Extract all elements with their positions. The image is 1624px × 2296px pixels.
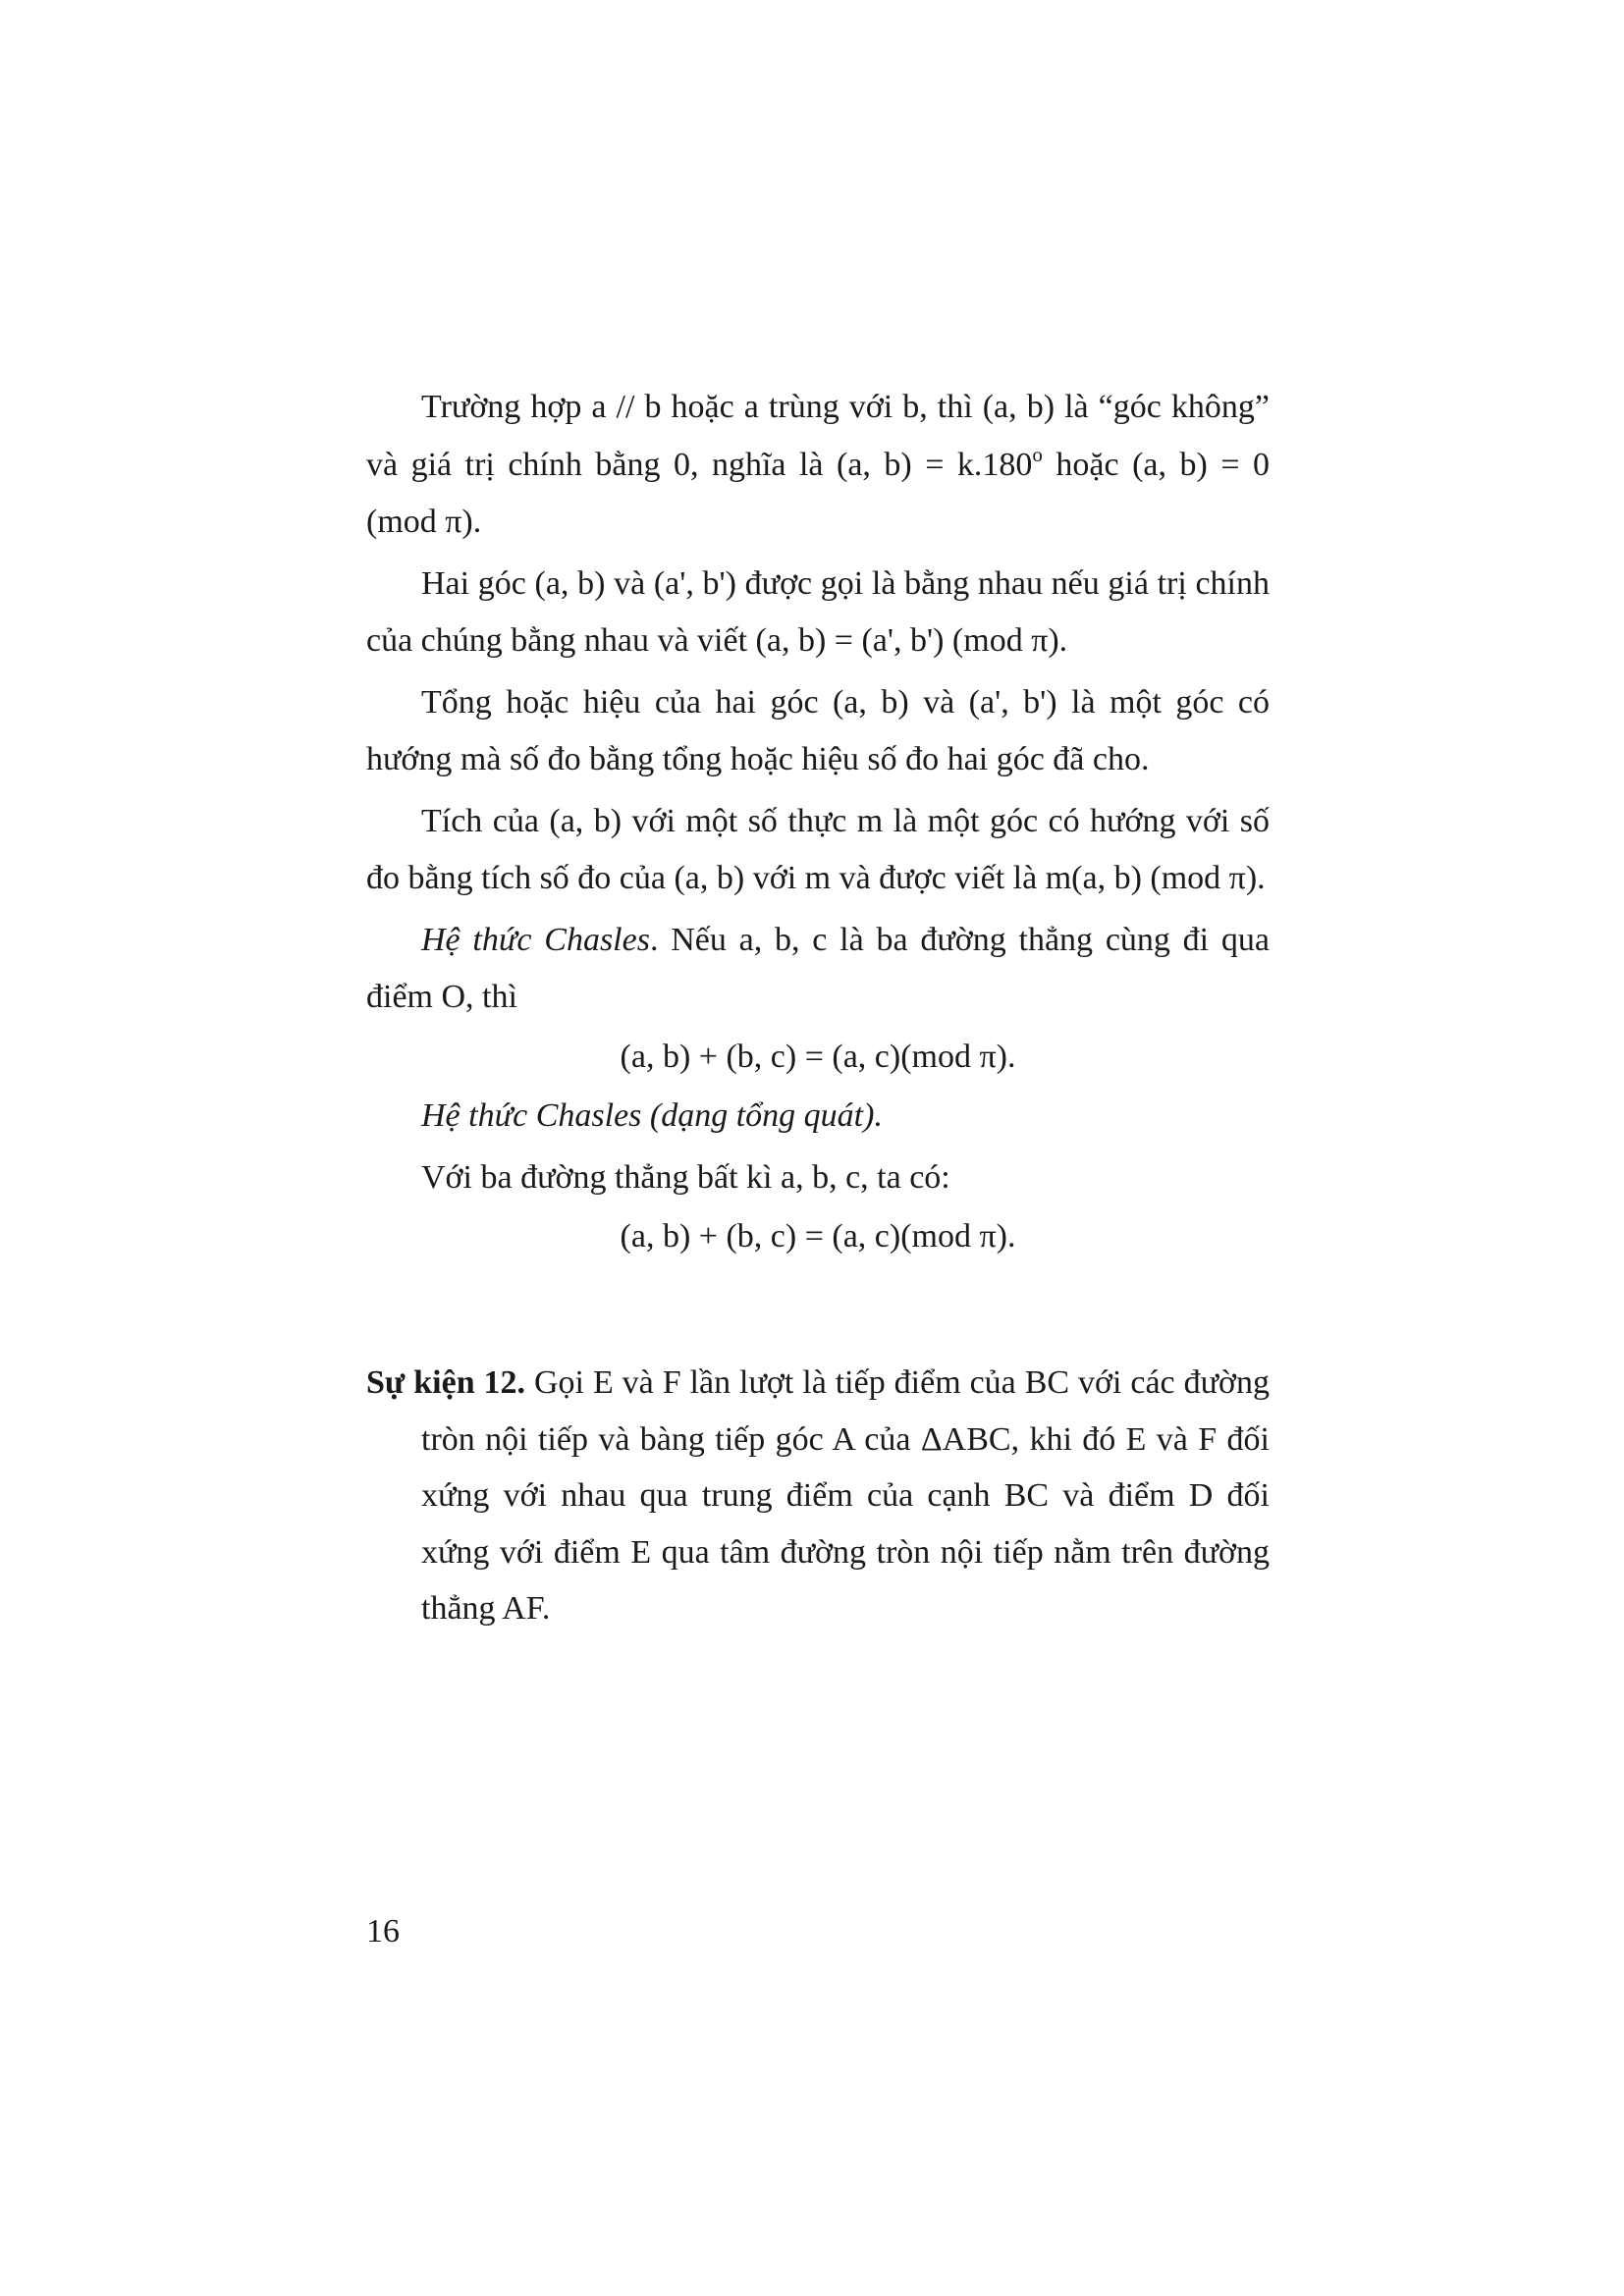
fact-label: Sự kiện 12. [366,1364,526,1401]
paragraph-three-lines: Với ba đường thẳng bất kì a, b, c, ta có: [421,1158,950,1196]
page-body [366,379,1270,1268]
formula-chasles: (a, b) + (b, c) = (a, c)(mod π). [620,1038,1016,1075]
fact-12 [366,1355,1270,1637]
formula-chasles-general: (a, b) + (b, c) = (a, c)(mod π). [620,1218,1016,1255]
page-number: 16 [366,1913,400,1949]
chasles-general-title: Hệ thức Chasles (dạng tổng quát). [421,1097,883,1134]
paragraph-sum-difference: Tổng hoặc hiệu của hai góc (a, b) và (a', b') là một góc có hướng mà số đo bằng tổng hoặc hiệu số đo hai góc đã cho. [366,683,1270,777]
degree-superscript: o [1032,442,1043,466]
paragraph-chasles: Hệ thức Chasles. Nếu a, b, c là ba đường thẳng cùng đi qua điểm O, thì [366,921,1270,1015]
paragraph-zero-angle: Trường hợp a // b hoặc a trùng với b, thì (a, b) là “góc không” và giá trị chính bằng 0, nghĩa là (a, $b) = k.180^o$ hoặc (a, b) = 0 (mod π). [366,389,1270,540]
fact-text: Gọi E và F lần lượt là tiếp điểm của BC với các đường tròn nội tiếp và bàng tiếp góc A của ΔABC, khi đó E và F đối xứng với nhau qua trung điểm của cạnh BC và điểm D đối xứng với điểm E qua tâm đường tròn nội tiếp nằm trên đường thẳng AF. [421,1364,1270,1627]
paragraph-equal-angles: Hai góc (a, b) và (a', b') được gọi là bằng nhau nếu giá trị chính của chúng bằng nhau và viết (a, b) = (a', b') (mod π). [366,564,1270,659]
paragraph-product: Tích của (a, b) với một số thực m là một góc có hướng với số đo bằng tích số đo của (a, b) với m và được viết là m(a, b) (mod π). [366,802,1270,896]
chasles-title: Hệ thức Chasles [421,921,650,958]
